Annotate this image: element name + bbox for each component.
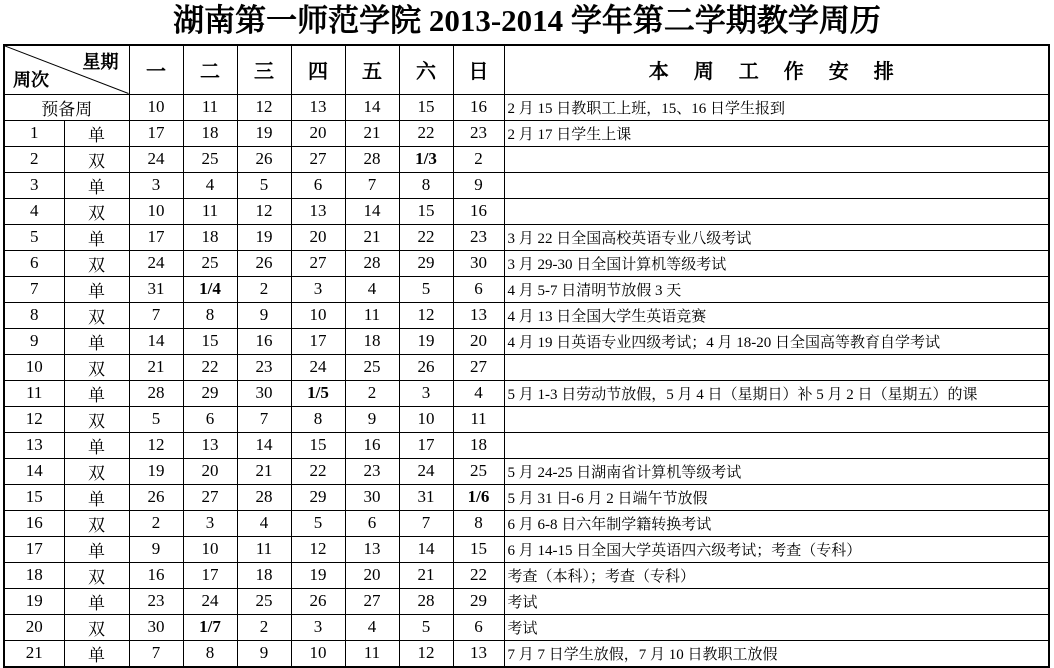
day-date-cell: 17: [129, 224, 183, 250]
day-date-cell: 12: [291, 536, 345, 562]
day-date-cell: 16: [237, 328, 291, 354]
day-date-cell: 13: [345, 536, 399, 562]
day-date-cell: 3: [129, 172, 183, 198]
day-date-cell: 13: [183, 432, 237, 458]
week-number-cell: 3: [4, 172, 64, 198]
day-date-cell: 25: [183, 250, 237, 276]
day-date-cell: 11: [345, 640, 399, 667]
day-date-cell: 17: [183, 562, 237, 588]
week-number-cell: 20: [4, 614, 64, 640]
weekly-work-remark-cell: 2 月 17 日学生上课: [504, 120, 1049, 146]
calendar-body: [4, 94, 1049, 667]
day-date-cell: 2: [237, 614, 291, 640]
day-date-cell: 14: [345, 198, 399, 224]
week-parity-cell: 单: [64, 588, 129, 614]
day-date-cell: 14: [129, 328, 183, 354]
day-header-wed: 三: [237, 45, 291, 94]
day-date-cell: 10: [399, 406, 453, 432]
day-date-cell: 7: [345, 172, 399, 198]
calendar-week-row: [4, 458, 1049, 484]
day-date-cell: 5: [399, 276, 453, 302]
day-date-cell: 21: [345, 224, 399, 250]
day-date-cell: 14: [237, 432, 291, 458]
day-date-cell: 2: [345, 380, 399, 406]
calendar-week-row: [4, 562, 1049, 588]
day-date-cell: 8: [183, 640, 237, 667]
day-date-cell: 23: [237, 354, 291, 380]
day-date-cell: 31: [129, 276, 183, 302]
calendar-week-row: [4, 94, 1049, 120]
week-number-cell: 16: [4, 510, 64, 536]
day-date-cell: 8: [453, 510, 504, 536]
day-date-cell: 22: [399, 224, 453, 250]
day-date-cell: 24: [399, 458, 453, 484]
day-date-cell: 30: [237, 380, 291, 406]
day-date-cell: 18: [183, 120, 237, 146]
weekly-work-remark-cell: [504, 432, 1049, 458]
day-date-cell: 17: [129, 120, 183, 146]
week-number-cell: 11: [4, 380, 64, 406]
day-date-cell: 3: [291, 614, 345, 640]
day-header-sat: 六: [399, 45, 453, 94]
day-date-cell: 11: [453, 406, 504, 432]
week-number-cell: 6: [4, 250, 64, 276]
calendar-week-row: [4, 120, 1049, 146]
day-date-cell: 30: [453, 250, 504, 276]
week-number-cell: 7: [4, 276, 64, 302]
day-date-cell: 17: [399, 432, 453, 458]
week-parity-cell: 双: [64, 510, 129, 536]
day-date-cell: 16: [453, 94, 504, 120]
day-date-cell: 21: [345, 120, 399, 146]
day-date-cell: 6: [345, 510, 399, 536]
day-date-cell: 9: [237, 302, 291, 328]
day-date-cell: 26: [291, 588, 345, 614]
day-date-cell: 31: [399, 484, 453, 510]
weekly-work-header: 本 周 工 作 安 排: [504, 45, 1049, 94]
week-parity-cell: 单: [64, 276, 129, 302]
calendar-week-row: [4, 588, 1049, 614]
day-date-cell: 29: [399, 250, 453, 276]
day-date-cell: 6: [453, 276, 504, 302]
day-date-cell: 18: [453, 432, 504, 458]
weekly-work-remark-cell: 5 月 24-25 日湖南省计算机等级考试: [504, 458, 1049, 484]
day-date-cell: 21: [237, 458, 291, 484]
day-date-cell: 12: [237, 198, 291, 224]
calendar-week-row: [4, 302, 1049, 328]
week-number-cell: 17: [4, 536, 64, 562]
weekly-work-remark-cell: 4 月 13 日全国大学生英语竞赛: [504, 302, 1049, 328]
weekly-work-remark-cell: [504, 406, 1049, 432]
day-date-cell: 28: [399, 588, 453, 614]
day-date-cell: 12: [129, 432, 183, 458]
week-number-cell: 预备周: [4, 94, 129, 120]
day-date-cell: 29: [183, 380, 237, 406]
weekly-work-remark-cell: 7 月 7 日学生放假，7 月 10 日教职工放假: [504, 640, 1049, 667]
day-date-cell: 1/3: [399, 146, 453, 172]
day-date-cell: 20: [345, 562, 399, 588]
day-date-cell: 20: [183, 458, 237, 484]
day-date-cell: 23: [345, 458, 399, 484]
day-date-cell: 13: [453, 302, 504, 328]
weekly-work-remark-cell: 2 月 15 日教职工上班，15、16 日学生报到: [504, 94, 1049, 120]
day-date-cell: 28: [237, 484, 291, 510]
calendar-week-row: [4, 510, 1049, 536]
weekly-work-remark-cell: 考试: [504, 614, 1049, 640]
calendar-week-row: [4, 250, 1049, 276]
day-date-cell: 10: [129, 94, 183, 120]
week-number-cell: 19: [4, 588, 64, 614]
header-row: [4, 45, 1049, 94]
day-date-cell: 23: [453, 120, 504, 146]
day-date-cell: 11: [345, 302, 399, 328]
day-date-cell: 8: [183, 302, 237, 328]
week-number-cell: 12: [4, 406, 64, 432]
day-date-cell: 20: [291, 224, 345, 250]
day-date-cell: 19: [291, 562, 345, 588]
day-date-cell: 4: [237, 510, 291, 536]
day-date-cell: 18: [345, 328, 399, 354]
day-date-cell: 18: [237, 562, 291, 588]
day-date-cell: 24: [129, 250, 183, 276]
day-date-cell: 21: [399, 562, 453, 588]
day-date-cell: 27: [345, 588, 399, 614]
page-title: 湖南第一师范学院 2013-2014 学年第二学期教学周历: [173, 3, 881, 38]
day-date-cell: 27: [453, 354, 504, 380]
day-date-cell: 9: [345, 406, 399, 432]
calendar-week-row: [4, 640, 1049, 667]
day-date-cell: 16: [453, 198, 504, 224]
day-date-cell: 29: [453, 588, 504, 614]
calendar-week-row: [4, 484, 1049, 510]
day-date-cell: 6: [183, 406, 237, 432]
day-date-cell: 2: [129, 510, 183, 536]
day-date-cell: 1/6: [453, 484, 504, 510]
day-date-cell: 20: [453, 328, 504, 354]
day-date-cell: 5: [399, 614, 453, 640]
day-header-fri: 五: [345, 45, 399, 94]
day-date-cell: 13: [291, 94, 345, 120]
day-date-cell: 3: [291, 276, 345, 302]
weekly-work-remark-cell: 4 月 19 日英语专业四级考试；4 月 18-20 日全国高等教育自学考试: [504, 328, 1049, 354]
weekly-work-remark-cell: 4 月 5-7 日清明节放假 3 天: [504, 276, 1049, 302]
corner-label-weekday: 星期: [82, 52, 119, 72]
week-number-cell: 9: [4, 328, 64, 354]
day-header-tue: 二: [183, 45, 237, 94]
day-date-cell: 7: [237, 406, 291, 432]
day-date-cell: 1/5: [291, 380, 345, 406]
weekly-work-remark-cell: 3 月 29-30 日全国计算机等级考试: [504, 250, 1049, 276]
calendar-week-row: [4, 172, 1049, 198]
day-date-cell: 10: [183, 536, 237, 562]
day-date-cell: 1/7: [183, 614, 237, 640]
day-date-cell: 3: [183, 510, 237, 536]
week-parity-cell: 单: [64, 224, 129, 250]
week-number-cell: 15: [4, 484, 64, 510]
day-date-cell: 23: [453, 224, 504, 250]
day-date-cell: 10: [291, 640, 345, 667]
day-date-cell: 4: [345, 614, 399, 640]
day-date-cell: 25: [183, 146, 237, 172]
week-parity-cell: 双: [64, 198, 129, 224]
week-parity-cell: 双: [64, 302, 129, 328]
day-date-cell: 9: [453, 172, 504, 198]
corner-header-cell: [4, 45, 129, 94]
day-date-cell: 2: [237, 276, 291, 302]
day-date-cell: 24: [129, 146, 183, 172]
day-date-cell: 17: [291, 328, 345, 354]
calendar-week-row: [4, 380, 1049, 406]
week-number-cell: 1: [4, 120, 64, 146]
day-date-cell: 11: [237, 536, 291, 562]
day-date-cell: 15: [183, 328, 237, 354]
calendar-week-row: [4, 354, 1049, 380]
day-date-cell: 5: [291, 510, 345, 536]
day-date-cell: 19: [237, 120, 291, 146]
day-date-cell: 27: [183, 484, 237, 510]
week-number-cell: 21: [4, 640, 64, 667]
day-date-cell: 22: [183, 354, 237, 380]
day-date-cell: 11: [183, 94, 237, 120]
day-date-cell: 8: [291, 406, 345, 432]
day-date-cell: 28: [345, 146, 399, 172]
week-parity-cell: 单: [64, 484, 129, 510]
calendar-week-row: [4, 614, 1049, 640]
week-parity-cell: 单: [64, 432, 129, 458]
weekly-work-remark-cell: 3 月 22 日全国高校英语专业八级考试: [504, 224, 1049, 250]
day-date-cell: 19: [129, 458, 183, 484]
day-date-cell: 22: [453, 562, 504, 588]
week-parity-cell: 单: [64, 120, 129, 146]
day-date-cell: 16: [129, 562, 183, 588]
weekly-work-remark-cell: 5 月 31 日-6 月 2 日端午节放假: [504, 484, 1049, 510]
day-date-cell: 13: [453, 640, 504, 667]
week-parity-cell: 单: [64, 640, 129, 667]
week-number-cell: 14: [4, 458, 64, 484]
day-date-cell: 26: [129, 484, 183, 510]
day-date-cell: 7: [129, 302, 183, 328]
week-parity-cell: 双: [64, 562, 129, 588]
day-date-cell: 10: [291, 302, 345, 328]
day-date-cell: 16: [345, 432, 399, 458]
week-parity-cell: 单: [64, 536, 129, 562]
calendar-week-row: [4, 198, 1049, 224]
day-date-cell: 5: [129, 406, 183, 432]
weekly-work-remark-cell: 考试: [504, 588, 1049, 614]
day-date-cell: 6: [291, 172, 345, 198]
week-parity-cell: 双: [64, 614, 129, 640]
day-date-cell: 3: [399, 380, 453, 406]
week-parity-cell: 单: [64, 172, 129, 198]
day-date-cell: 7: [129, 640, 183, 667]
day-date-cell: 4: [345, 276, 399, 302]
day-date-cell: 25: [237, 588, 291, 614]
week-parity-cell: 单: [64, 380, 129, 406]
day-date-cell: 30: [345, 484, 399, 510]
week-parity-cell: 双: [64, 146, 129, 172]
day-date-cell: 26: [237, 250, 291, 276]
day-header-mon: 一: [129, 45, 183, 94]
week-parity-cell: 双: [64, 458, 129, 484]
day-date-cell: 1/4: [183, 276, 237, 302]
day-date-cell: 14: [399, 536, 453, 562]
day-date-cell: 28: [345, 250, 399, 276]
calendar-week-row: [4, 536, 1049, 562]
day-date-cell: 22: [291, 458, 345, 484]
week-parity-cell: 双: [64, 250, 129, 276]
weekly-work-remark-cell: [504, 146, 1049, 172]
day-date-cell: 25: [453, 458, 504, 484]
day-date-cell: 7: [399, 510, 453, 536]
weekly-work-remark-cell: [504, 172, 1049, 198]
day-date-cell: 4: [453, 380, 504, 406]
day-date-cell: 30: [129, 614, 183, 640]
day-date-cell: 8: [399, 172, 453, 198]
day-date-cell: 9: [129, 536, 183, 562]
teaching-calendar-table: [3, 44, 1050, 668]
day-date-cell: 14: [345, 94, 399, 120]
day-date-cell: 15: [399, 198, 453, 224]
week-number-cell: 4: [4, 198, 64, 224]
weekly-work-remark-cell: [504, 354, 1049, 380]
day-date-cell: 15: [453, 536, 504, 562]
week-number-cell: 13: [4, 432, 64, 458]
weekly-work-remark-cell: 6 月 14-15 日全国大学英语四六级考试；考查（专科）: [504, 536, 1049, 562]
calendar-week-row: [4, 328, 1049, 354]
week-parity-cell: 单: [64, 328, 129, 354]
calendar-week-row: [4, 146, 1049, 172]
day-date-cell: 19: [237, 224, 291, 250]
day-date-cell: 15: [399, 94, 453, 120]
day-date-cell: 24: [291, 354, 345, 380]
week-parity-cell: 双: [64, 354, 129, 380]
day-date-cell: 12: [237, 94, 291, 120]
calendar-week-row: [4, 276, 1049, 302]
day-date-cell: 2: [453, 146, 504, 172]
week-number-cell: 18: [4, 562, 64, 588]
day-date-cell: 21: [129, 354, 183, 380]
day-date-cell: 29: [291, 484, 345, 510]
day-date-cell: 23: [129, 588, 183, 614]
day-date-cell: 13: [291, 198, 345, 224]
day-date-cell: 18: [183, 224, 237, 250]
day-date-cell: 4: [183, 172, 237, 198]
week-number-cell: 10: [4, 354, 64, 380]
day-header-thu: 四: [291, 45, 345, 94]
weekly-work-remark-cell: 6 月 6-8 日六年制学籍转换考试: [504, 510, 1049, 536]
day-date-cell: 9: [237, 640, 291, 667]
day-date-cell: 27: [291, 250, 345, 276]
day-date-cell: 24: [183, 588, 237, 614]
day-date-cell: 15: [291, 432, 345, 458]
day-date-cell: 22: [399, 120, 453, 146]
day-header-sun: 日: [453, 45, 504, 94]
day-date-cell: 5: [237, 172, 291, 198]
day-date-cell: 27: [291, 146, 345, 172]
day-date-cell: 10: [129, 198, 183, 224]
day-date-cell: 20: [291, 120, 345, 146]
calendar-week-row: [4, 224, 1049, 250]
week-number-cell: 5: [4, 224, 64, 250]
week-number-cell: 2: [4, 146, 64, 172]
calendar-week-row: [4, 432, 1049, 458]
day-date-cell: 12: [399, 640, 453, 667]
day-date-cell: 28: [129, 380, 183, 406]
day-date-cell: 6: [453, 614, 504, 640]
calendar-week-row: [4, 406, 1049, 432]
corner-label-weeknum: 周次: [13, 69, 49, 90]
weekly-work-remark-cell: 5 月 1-3 日劳动节放假，5 月 4 日（星期日）补 5 月 2 日（星期五）的课: [504, 380, 1049, 406]
day-date-cell: 26: [399, 354, 453, 380]
day-date-cell: 26: [237, 146, 291, 172]
weekly-work-remark-cell: 考查（本科）；考查（专科）: [504, 562, 1049, 588]
day-date-cell: 12: [399, 302, 453, 328]
week-number-cell: 8: [4, 302, 64, 328]
day-date-cell: 19: [399, 328, 453, 354]
weekly-work-remark-cell: [504, 198, 1049, 224]
week-parity-cell: 双: [64, 406, 129, 432]
day-date-cell: 11: [183, 198, 237, 224]
day-date-cell: 25: [345, 354, 399, 380]
